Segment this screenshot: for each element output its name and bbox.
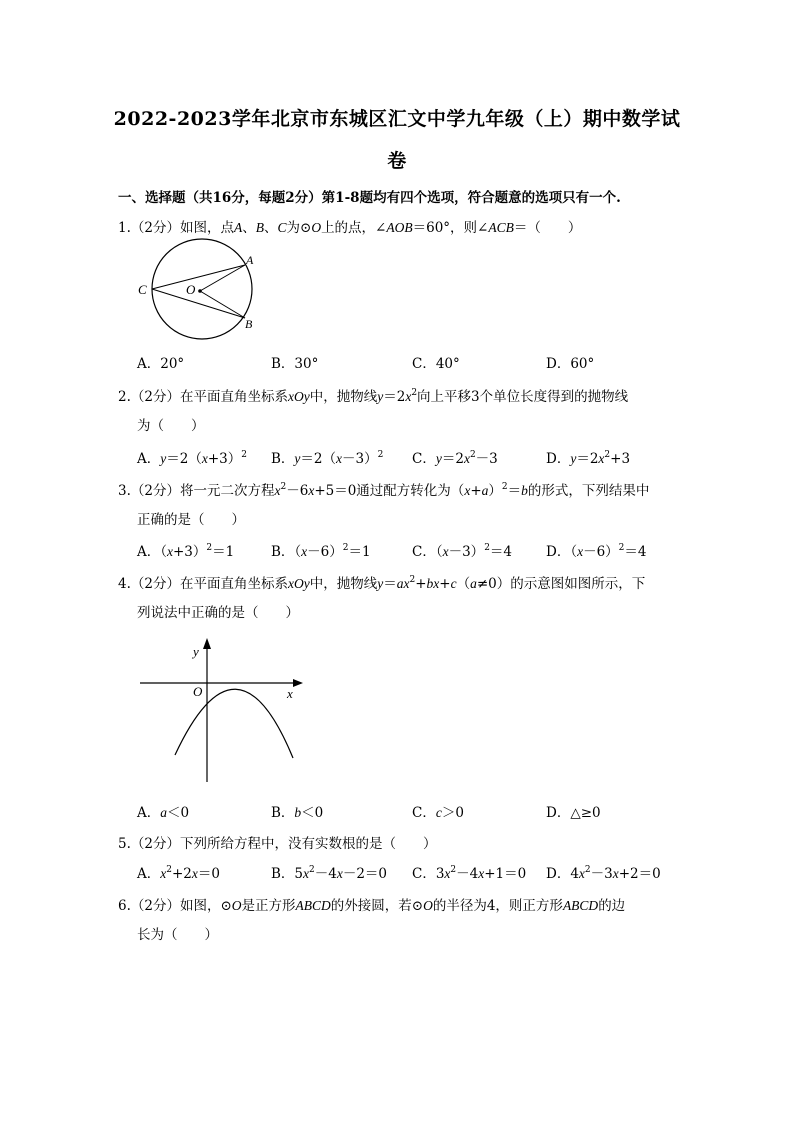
q1-option-d[interactable]: D．60° — [546, 356, 595, 372]
label-a: A — [246, 253, 254, 267]
q5-option-c[interactable]: C．$3x^2-4x+1=0$ — [412, 865, 527, 882]
q2-option-d[interactable]: D．$y=2x^2+3$ — [546, 450, 631, 467]
axis-label-x: x — [287, 686, 293, 701]
q2-option-c[interactable]: C．$y=2x^2-3$ — [412, 450, 498, 467]
q2-option-a[interactable]: A．$y=2(x+3)^2$ — [137, 450, 247, 467]
page-title: 2022-2023学年北京市东城区汇文中学九年级（上）期中数学试 — [113, 108, 681, 130]
q1-option-c[interactable]: C．40° — [412, 356, 460, 372]
question-4-parabola-figure — [135, 632, 310, 787]
question-2-text-cont: 为（ ） — [137, 418, 205, 434]
question-6-text: 6.（2分）如图，⊙O是正方形ABCD的外接圆，若⊙O的半径为4，则正方形ABCD的边 — [118, 898, 626, 914]
q5-option-a[interactable]: A．$x^2+2x=0$ — [137, 865, 220, 882]
axis-label-y: y — [193, 644, 199, 659]
origin-label: O — [193, 684, 203, 699]
question-1-circle-figure — [132, 236, 272, 346]
q5-option-d[interactable]: D．$4x^2-3x+2=0$ — [546, 865, 661, 882]
q3-option-b[interactable]: B．$(x-6)^2=1$ — [271, 543, 371, 560]
section-heading: 一、选择题（共16分，每题2分）第1-8题均有四个选项，符合题意的选项只有一个. — [118, 190, 621, 206]
label-c: C — [138, 282, 147, 297]
page-title-continued: 卷 — [387, 150, 407, 172]
label-o: O — [186, 282, 196, 297]
question-4-text-cont: 列说法中正确的是（ ） — [137, 605, 299, 621]
q5-option-b[interactable]: B．$5x^2-4x-2=0$ — [271, 865, 388, 882]
q3-option-c[interactable]: C．$(x-3)^2=4$ — [412, 543, 513, 560]
question-4-text: 4.（2分）在平面直角坐标系xOy中，抛物线$y=ax^2+bx+c(a\ne 0)$的示意图如图所示，下 — [118, 575, 646, 592]
q3-option-a[interactable]: A．$(x+3)^2=1$ — [137, 543, 235, 560]
question-6-text-cont: 长为（ ） — [137, 927, 218, 943]
q1-option-a[interactable]: A．20° — [137, 356, 185, 372]
question-3-text-cont: 正确的是（ ） — [137, 512, 245, 528]
q3-option-d[interactable]: D．$(x-6)^2=4$ — [546, 543, 647, 560]
q4-option-b[interactable]: B．b＜0 — [271, 805, 324, 821]
question-3-text: 3.（2分）将一元二次方程$x^2-6x+5=0$通过配方转化为$(x+a)^2=b$的形式，下列结果中 — [118, 482, 650, 499]
question-5-text: 5.（2分）下列所给方程中，没有实数根的是（ ） — [118, 836, 437, 852]
q4-option-c[interactable]: C．c＞0 — [412, 805, 464, 821]
q2-option-b[interactable]: B．$y=2(x-3)^2$ — [271, 450, 384, 467]
label-b: B — [245, 317, 253, 331]
question-2-text: 2.（2分）在平面直角坐标系xOy中，抛物线$y=2x^2$向上平移3个单位长度得到的抛物线 — [118, 388, 629, 405]
question-1-text: 1.（2分）如图，点A、B、C为⊙O上的点，∠AOB＝60°，则∠ACB＝（ ） — [118, 220, 582, 236]
q1-option-b[interactable]: B．30° — [271, 356, 319, 372]
q4-option-a[interactable]: A．a＜0 — [137, 805, 190, 821]
q4-option-d[interactable]: D．△≥0 — [546, 805, 601, 821]
